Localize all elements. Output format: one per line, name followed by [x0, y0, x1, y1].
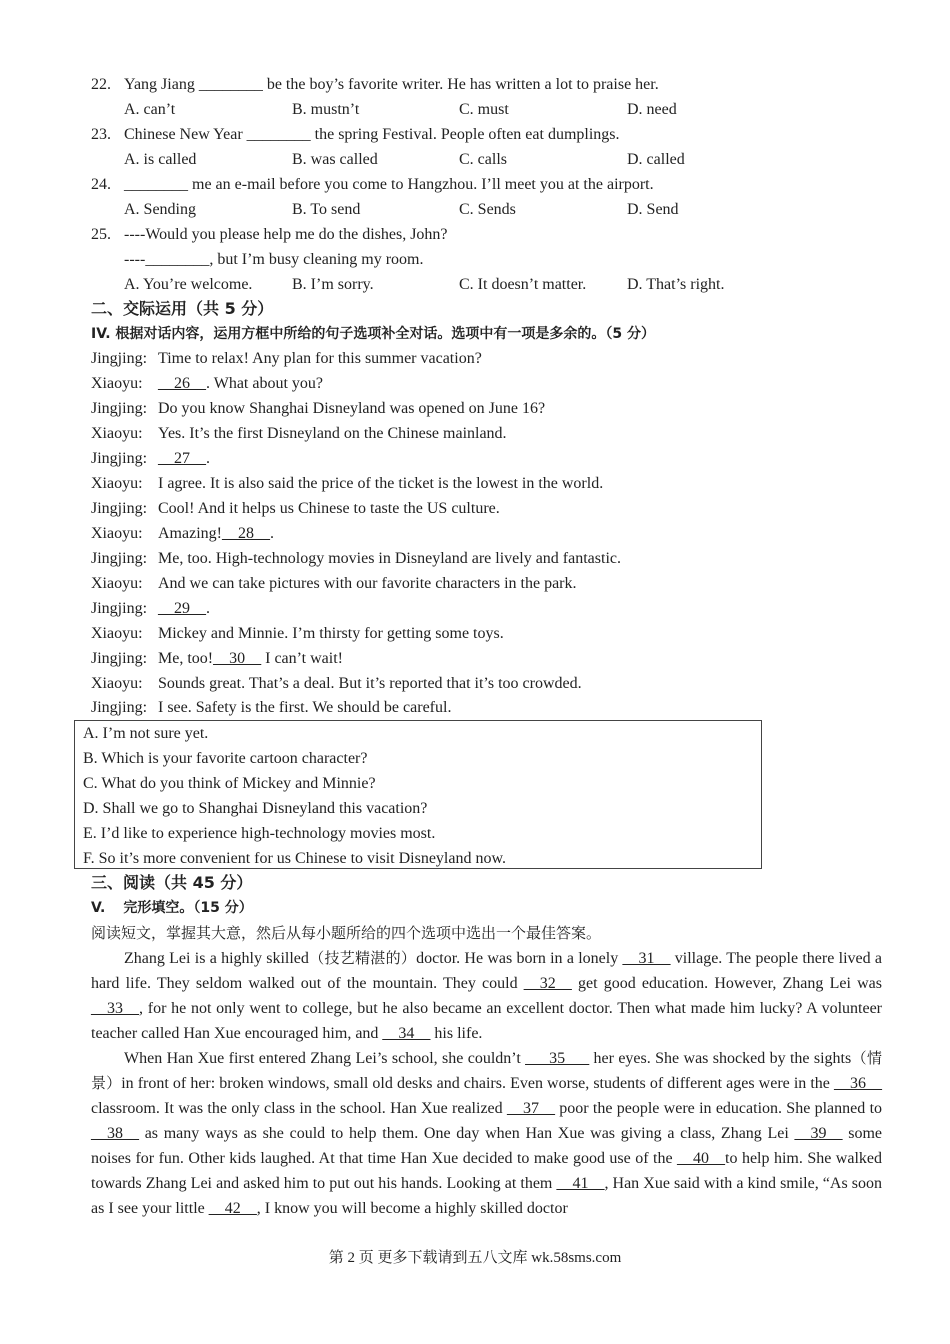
cloze-blank: __33__ — [91, 1000, 139, 1017]
passage-text: When Han Xue first entered Zhang Lei’s school, she couldn’t — [124, 1050, 526, 1067]
speaker: Xiaoyu: — [91, 675, 143, 692]
passage-text: classroom. It was the only class in the school. Han Xue realized — [91, 1100, 507, 1117]
answer-blank: ________ — [246, 126, 311, 143]
box-option-d: D. Shall we go to Shanghai Disneyland this vacation? — [83, 800, 428, 817]
option-b: B. To send — [292, 201, 361, 218]
cloze-blank: __39__ — [794, 1125, 843, 1142]
option-c: C. It doesn’t matter. — [459, 276, 587, 293]
speaker: Jingjing: — [91, 600, 148, 617]
passage-text: doctor. He was born in a lonely — [416, 950, 623, 967]
option-c: C. Sends — [459, 201, 516, 218]
speaker: Jingjing: — [91, 650, 148, 667]
passage-text: to help him. She walked towards Zhang Lei and asked him to put out his hands. Looking at them — [91, 1150, 882, 1192]
section-3-title: 三、阅读（共 45 分） — [91, 873, 253, 892]
dialogue-line — [91, 548, 621, 570]
dialogue-line — [91, 473, 603, 495]
dialogue-text: . What about you? — [206, 375, 324, 392]
subtitle-number: V. — [91, 900, 106, 916]
question-23 — [91, 124, 620, 146]
option-a: A. can’t — [124, 101, 176, 118]
cloze-blank: __37__ — [506, 1100, 555, 1117]
question-25 — [91, 224, 448, 246]
passage-paragraph-1 — [91, 946, 882, 1046]
speaker: Jingjing: — [91, 350, 148, 367]
question-text: the spring Festival. People often eat dumplings. — [310, 126, 620, 143]
option-c: C. must — [459, 101, 509, 118]
question-25-reply — [124, 249, 424, 271]
dialogue-text: I see. Safety is the first. We should be careful. — [158, 699, 452, 716]
dialogue-line — [91, 697, 451, 719]
box-option-b: B. Which is your favorite cartoon character? — [83, 750, 368, 767]
option-a: A. is called — [124, 151, 197, 168]
passage-paragraph-2 — [91, 1046, 882, 1221]
passage-text: her eyes. She was shocked by the sights — [589, 1050, 852, 1067]
box-option-e: E. I’d like to experience high-technology movies most. — [83, 825, 436, 842]
dialogue-text: Cool! And it helps us Chinese to taste the US culture. — [158, 500, 500, 517]
passage-text: , Han Xue said with a kind smile, “As soon as I see your little — [91, 1175, 882, 1217]
dialogue-line — [91, 598, 210, 620]
question-number: 24. — [91, 176, 111, 193]
passage-text: his life. — [430, 1025, 483, 1042]
dialogue-text: Yes. It’s the first Disneyland on the Chinese mainland. — [158, 425, 507, 442]
section-3-instruction: 阅读短文，掌握其大意，然后从每小题所给的四个选项中选出一个最佳答案。 — [91, 924, 602, 942]
cloze-blank: ___35___ — [525, 1050, 590, 1067]
question-text: be the boy’s favorite writer. He has written a lot to praise her. — [262, 76, 659, 93]
passage-text: village. The people there lived a hard life. They seldom walked out of the mountain. They could — [91, 950, 882, 992]
option-d: D. called — [627, 151, 685, 168]
passage-text: , for he not only went to college, but he also became an excellent doctor. Then what made him lucky? A volunteer teacher called Han Xue encouraged him, and — [91, 1000, 882, 1042]
dialogue-text: Sounds great. That’s a deal. But it’s reported that it’s too crowded. — [158, 675, 582, 692]
option-b: B. I’m sorry. — [292, 276, 374, 293]
speaker: Jingjing: — [91, 699, 148, 716]
question-text: , but I’m busy cleaning my room. — [209, 251, 424, 268]
blank-28: __28__ — [221, 525, 270, 542]
dialogue-line — [91, 398, 545, 420]
dialogue-line — [91, 373, 323, 395]
question-22 — [91, 74, 659, 96]
dialogue-text: And we can take pictures with our favorite characters in the park. — [158, 575, 577, 592]
speaker: Jingjing: — [91, 400, 148, 417]
option-b: B. mustn’t — [292, 101, 360, 118]
dialogue-line — [91, 423, 507, 445]
question-number: 25. — [91, 226, 111, 243]
question-24 — [91, 174, 654, 196]
chinese-gloss: （技艺精湛的） — [308, 949, 417, 967]
question-number: 22. — [91, 76, 111, 93]
cloze-blank: __40__ — [677, 1150, 726, 1167]
chinese-gloss: （情景） — [91, 1049, 882, 1092]
dialogue-line — [91, 498, 500, 520]
passage-text: some noises for fun. Other kids laughed. At that time Han Xue decided to make good use of the — [91, 1125, 883, 1167]
dialogue-text: Do you know Shanghai Disneyland was opened on June 16? — [158, 400, 546, 417]
question-text: Chinese New Year — [124, 126, 247, 143]
dialogue-line — [91, 348, 482, 370]
speaker: Jingjing: — [91, 550, 148, 567]
question-number: 23. — [91, 126, 111, 143]
blank-30: __30__ — [213, 650, 262, 667]
subtitle-text: 完形填空。（15 分） — [123, 900, 253, 916]
option-a: A. Sending — [124, 201, 196, 218]
speaker: Xiaoyu: — [91, 475, 143, 492]
box-option-a: A. I’m not sure yet. — [83, 725, 209, 742]
blank-29: __29__ — [158, 600, 206, 617]
question-text: ----Would you please help me do the dishes, John? — [124, 226, 448, 243]
section-2-title: 二、交际运用（共 5 分） — [91, 299, 274, 318]
cloze-blank: __36__ — [834, 1075, 882, 1092]
dialogue-line — [91, 448, 210, 470]
passage-text: as many ways as she could to help them. One day when Han Xue was giving a class, Zhang Lei — [139, 1125, 795, 1142]
dialogue-text: I agree. It is also said the price of the ticket is the lowest in the world. — [158, 475, 604, 492]
dialogue-line — [91, 648, 343, 670]
dialogue-text: Me, too. High-technology movies in Disneyland are lively and fantastic. — [158, 550, 621, 567]
page-footer: 第 2 页 更多下载请到五八文库 wk.58sms.com — [328, 1250, 622, 1266]
speaker: Jingjing: — [91, 450, 148, 467]
dialogue-text: . — [206, 600, 210, 617]
dialogue-line — [91, 573, 577, 595]
passage-text: , I know you will become a highly skilled doctor — [256, 1200, 568, 1217]
option-d: D. Send — [627, 201, 679, 218]
cloze-blank: __42__ — [208, 1200, 257, 1217]
question-text: ---- — [124, 251, 146, 268]
blank-26: __26__ — [158, 375, 206, 392]
cloze-blank: __32__ — [523, 975, 572, 992]
blank-27: __27__ — [158, 450, 206, 467]
option-c: C. calls — [459, 151, 507, 168]
dialogue-line — [91, 623, 504, 645]
answer-blank: ________ — [198, 76, 263, 93]
dialogue-line — [91, 673, 582, 695]
speaker: Xiaoyu: — [91, 575, 143, 592]
question-text: me an e-mail before you come to Hangzhou. I’ll meet you at the airport. — [188, 176, 654, 193]
section-3-subtitle — [91, 897, 253, 919]
answer-blank: ________ — [124, 176, 188, 193]
cloze-blank: __41__ — [556, 1175, 605, 1192]
cloze-blank: __38__ — [91, 1125, 139, 1142]
cloze-blank: __34__ — [382, 1025, 431, 1042]
option-d: D. need — [627, 101, 677, 118]
speaker: Xiaoyu: — [91, 525, 143, 542]
dialogue-text: I can’t wait! — [261, 650, 343, 667]
option-d: D. That’s right. — [627, 276, 725, 293]
answer-blank: ________ — [145, 251, 210, 268]
speaker: Xiaoyu: — [91, 425, 143, 442]
speaker: Jingjing: — [91, 500, 148, 517]
dialogue-text: . — [206, 450, 210, 467]
passage-text: in front of her: broken windows, small old desks and chairs. Even worse, students of different ages were in the — [121, 1075, 834, 1092]
dialogue-text: Me, too! — [158, 650, 214, 667]
box-option-c: C. What do you think of Mickey and Minnie? — [83, 775, 376, 792]
dialogue-text: Amazing! — [158, 525, 222, 542]
passage-text: Zhang Lei is a highly skilled — [124, 950, 309, 967]
cloze-blank: __31__ — [622, 950, 671, 967]
passage-text: poor the people were in education. She planned to — [554, 1100, 883, 1117]
dialogue-text: . — [269, 525, 274, 542]
box-option-f: F. So it’s more convenient for us Chinese to visit Disneyland now. — [83, 850, 506, 867]
dialogue-line — [91, 523, 274, 545]
dialogue-text: Mickey and Minnie. I’m thirsty for getting some toys. — [158, 625, 504, 642]
options-box — [74, 720, 762, 869]
section-2-instruction: IV. 根据对话内容，运用方框中所给的句子选项补全对话。选项中有一项是多余的。（5 分） — [91, 326, 656, 342]
dialogue-text: Time to relax! Any plan for this summer vacation? — [158, 350, 482, 367]
passage-text: get good education. However, Zhang Lei was — [571, 975, 882, 992]
option-b: B. was called — [292, 151, 378, 168]
speaker: Xiaoyu: — [91, 625, 143, 642]
option-a: A. You’re welcome. — [124, 276, 253, 293]
question-text: Yang Jiang — [124, 76, 199, 93]
speaker: Xiaoyu: — [91, 375, 143, 392]
